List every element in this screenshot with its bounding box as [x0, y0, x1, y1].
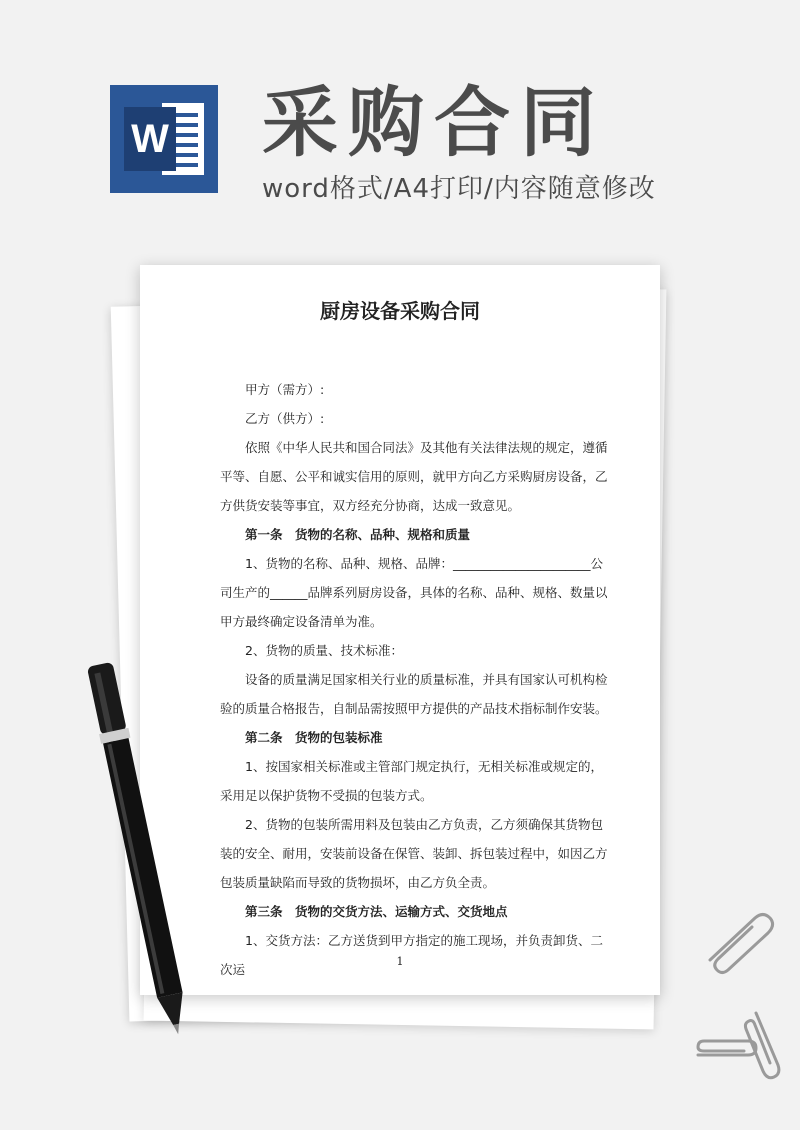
document-title: 厨房设备采购合同: [320, 299, 480, 323]
banner-title: 采购合同: [262, 78, 606, 167]
party-a-line: 甲方（需方）:: [245, 382, 325, 397]
article-1-quality-paragraph: 设备的质量满足国家相关行业的质量标准，并具有国家认可机构检验的质量合格报告，自制品需按照甲方提供的产品技术指标制作安装。: [220, 672, 608, 716]
article-2-clause-1: 1、按国家相关标准或主管部门规定执行，无相关标准或规定的，采用足以保护货物不受损的包装方式。: [220, 759, 603, 803]
article-1-heading: 第一条 货物的名称、品种、规格和质量: [245, 527, 471, 542]
document-body: [220, 375, 610, 984]
paperclip-icon: [700, 900, 780, 980]
document-page: [140, 265, 660, 995]
party-b-line: 乙方（供方）:: [245, 411, 325, 426]
article-2-clause-2: 2、货物的包装所需用料及包装由乙方负责，乙方须确保其货物包装的安全、耐用，安装前设备在保管、装卸、拆包装过程中，如因乙方包装质量缺陷而导致的货物损坏，由乙方负全责。: [220, 817, 608, 890]
preamble-paragraph: 依照《中华人民共和国合同法》及其他有关法律法规的规定，遵循平等、自愿、公平和诚实信用的原则，就甲方向乙方采购厨房设备，乙方供货安装等事宜，双方经充分协商，达成一致意见。: [220, 440, 608, 513]
article-1-clause-1: 1、货物的名称、品种、规格、品牌：______________________公司生产的______品牌系列厨房设备，具体的名称、品种、规格、数量以甲方最终确定设备清单为准。: [220, 556, 608, 629]
word-logo-letter: W: [124, 107, 176, 171]
article-1-clause-2: 2、货物的质量、技术标准：: [245, 643, 403, 658]
article-2-heading: 第二条 货物的包装标准: [245, 730, 383, 745]
article-3-clause-1: 1、交货方法：乙方送货到甲方指定的施工现场，并负责卸货、二次运: [220, 933, 603, 977]
banner-subtitle: word格式/A4打印/内容随意修改: [262, 174, 656, 204]
banner: [0, 0, 800, 240]
word-logo-icon: [110, 85, 218, 193]
paperclip-icon: [690, 1005, 790, 1085]
article-3-heading: 第三条 货物的交货方法、运输方式、交货地点: [245, 904, 508, 919]
pen-icon: [75, 650, 205, 1040]
page-number: 1: [396, 955, 404, 968]
